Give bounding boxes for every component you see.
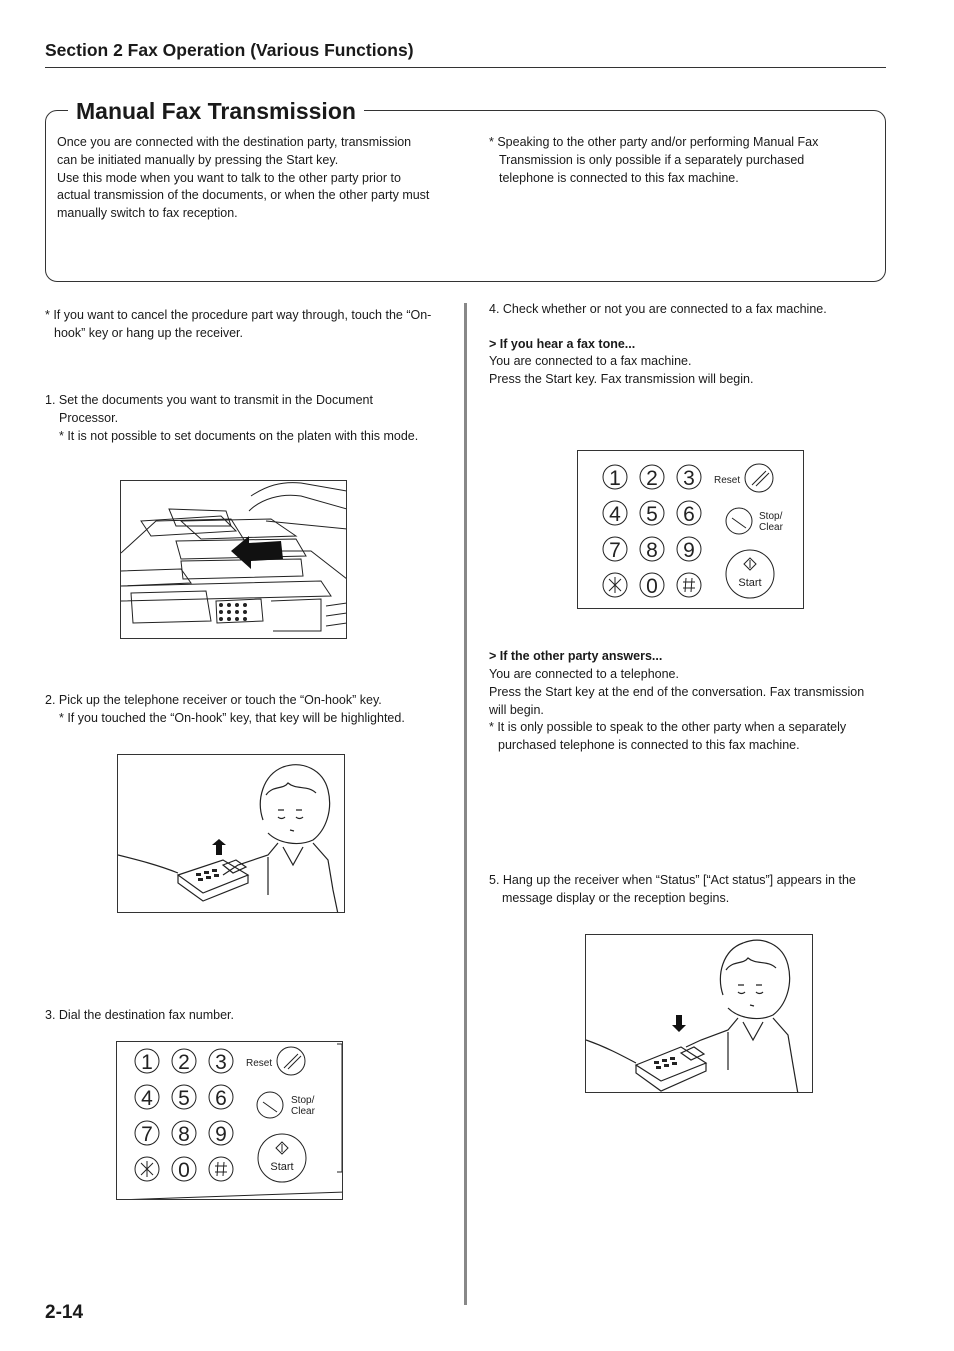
- clear-label: Clear: [291, 1106, 315, 1117]
- reset-label: Reset: [714, 475, 741, 486]
- text-line: You are connected to a fax machine.: [489, 354, 692, 368]
- key-9: 9: [215, 1123, 227, 1146]
- key-4: 4: [141, 1087, 153, 1110]
- intro-line: actual transmission of the documents, or when the other party must: [57, 188, 430, 203]
- intro-line: Once you are connected with the destination party, transmission: [57, 135, 412, 149]
- section-header: Section 2 Fax Operation (Various Functions): [45, 40, 414, 60]
- key-1: 1: [609, 467, 621, 490]
- stop-label: Stop/: [759, 511, 783, 522]
- step-3: 3. Dial the destination fax number.: [45, 1008, 235, 1022]
- key-7: 7: [609, 539, 621, 562]
- step-2: [45, 692, 405, 728]
- key-1: 1: [141, 1051, 153, 1074]
- pick-up-receiver-illustration: [117, 754, 345, 913]
- step-line: message display or the reception begins.: [502, 890, 730, 905]
- text-line: * It is only possible to speak to the other party when a separately: [489, 720, 847, 735]
- text-line: Press the Start key. Fax transmission will begin.: [489, 371, 754, 386]
- fax-tone-text: [489, 353, 753, 389]
- text-line: You are connected to a telephone.: [489, 667, 679, 681]
- key-4: 4: [609, 503, 621, 526]
- intro-line: Use this mode when you want to talk to the other party prior to: [57, 170, 401, 185]
- stop-label: Stop/: [291, 1095, 315, 1106]
- answer-heading: > If the other party answers...: [489, 649, 663, 663]
- step-line: 5. Hang up the receiver when “Status” [“Act status”] appears in the: [489, 873, 856, 887]
- text-line: will begin.: [489, 702, 544, 717]
- keypad-illustration-start: [577, 450, 804, 609]
- intro-line: manually switch to fax reception.: [57, 206, 238, 221]
- text-line: purchased telephone is connected to this fax machine.: [498, 738, 800, 753]
- start-label: Start: [270, 1161, 294, 1173]
- key-6: 6: [683, 503, 695, 526]
- intro-left: [57, 134, 429, 223]
- intro-right-note: [489, 134, 818, 187]
- step-5: [489, 872, 856, 908]
- fax-tone-heading: > If you hear a fax tone...: [489, 337, 636, 351]
- key-9: 9: [683, 539, 695, 562]
- keypad-illustration-dial: [116, 1041, 343, 1200]
- key-3: 3: [215, 1051, 227, 1074]
- step-line: * If you touched the “On-hook” key, that key will be highlighted.: [59, 710, 405, 725]
- step-line: * It is not possible to set documents on the platen with this mode.: [59, 428, 419, 443]
- intro-line: can be initiated manually by pressing the Start key.: [57, 152, 339, 167]
- note-line: Transmission is only possible if a separately purchased: [499, 152, 805, 167]
- key-8: 8: [178, 1123, 190, 1146]
- answer-text: [489, 666, 864, 755]
- page-number: 2-14: [45, 1302, 84, 1323]
- step-line: 2. Pick up the telephone receiver or touch the “On-hook” key.: [45, 693, 382, 707]
- start-label: Start: [738, 577, 762, 589]
- key-3: 3: [683, 467, 695, 490]
- key-0: 0: [646, 575, 658, 598]
- clear-label: Clear: [759, 522, 783, 533]
- column-divider: [464, 303, 467, 1305]
- key-5: 5: [178, 1087, 190, 1110]
- key-2: 2: [646, 467, 658, 490]
- key-5: 5: [646, 503, 658, 526]
- key-6: 6: [215, 1087, 227, 1110]
- text-line: Press the Start key at the end of the conversation. Fax transmission: [489, 684, 865, 699]
- step-1: [45, 392, 418, 445]
- note-line: * Speaking to the other party and/or performing Manual Fax: [489, 135, 819, 149]
- note-line: hook” key or hang up the receiver.: [54, 325, 244, 340]
- cancel-note: [45, 307, 431, 343]
- key-2: 2: [178, 1051, 190, 1074]
- key-8: 8: [646, 539, 658, 562]
- step-line: 1. Set the documents you want to transmit in the Document: [45, 393, 373, 407]
- note-line: * If you want to cancel the procedure part way through, touch the “On-: [45, 308, 432, 322]
- page-title: Manual Fax Transmission: [68, 98, 364, 125]
- key-0: 0: [178, 1159, 190, 1182]
- reset-label: Reset: [246, 1058, 273, 1069]
- document-processor-illustration: [120, 480, 347, 639]
- note-line: telephone is connected to this fax machine.: [499, 170, 739, 185]
- key-7: 7: [141, 1123, 153, 1146]
- hang-up-receiver-illustration: [585, 934, 813, 1093]
- step-line: Processor.: [59, 410, 119, 425]
- header-rule: [45, 67, 886, 68]
- step-4: 4. Check whether or not you are connected to a fax machine.: [489, 302, 827, 316]
